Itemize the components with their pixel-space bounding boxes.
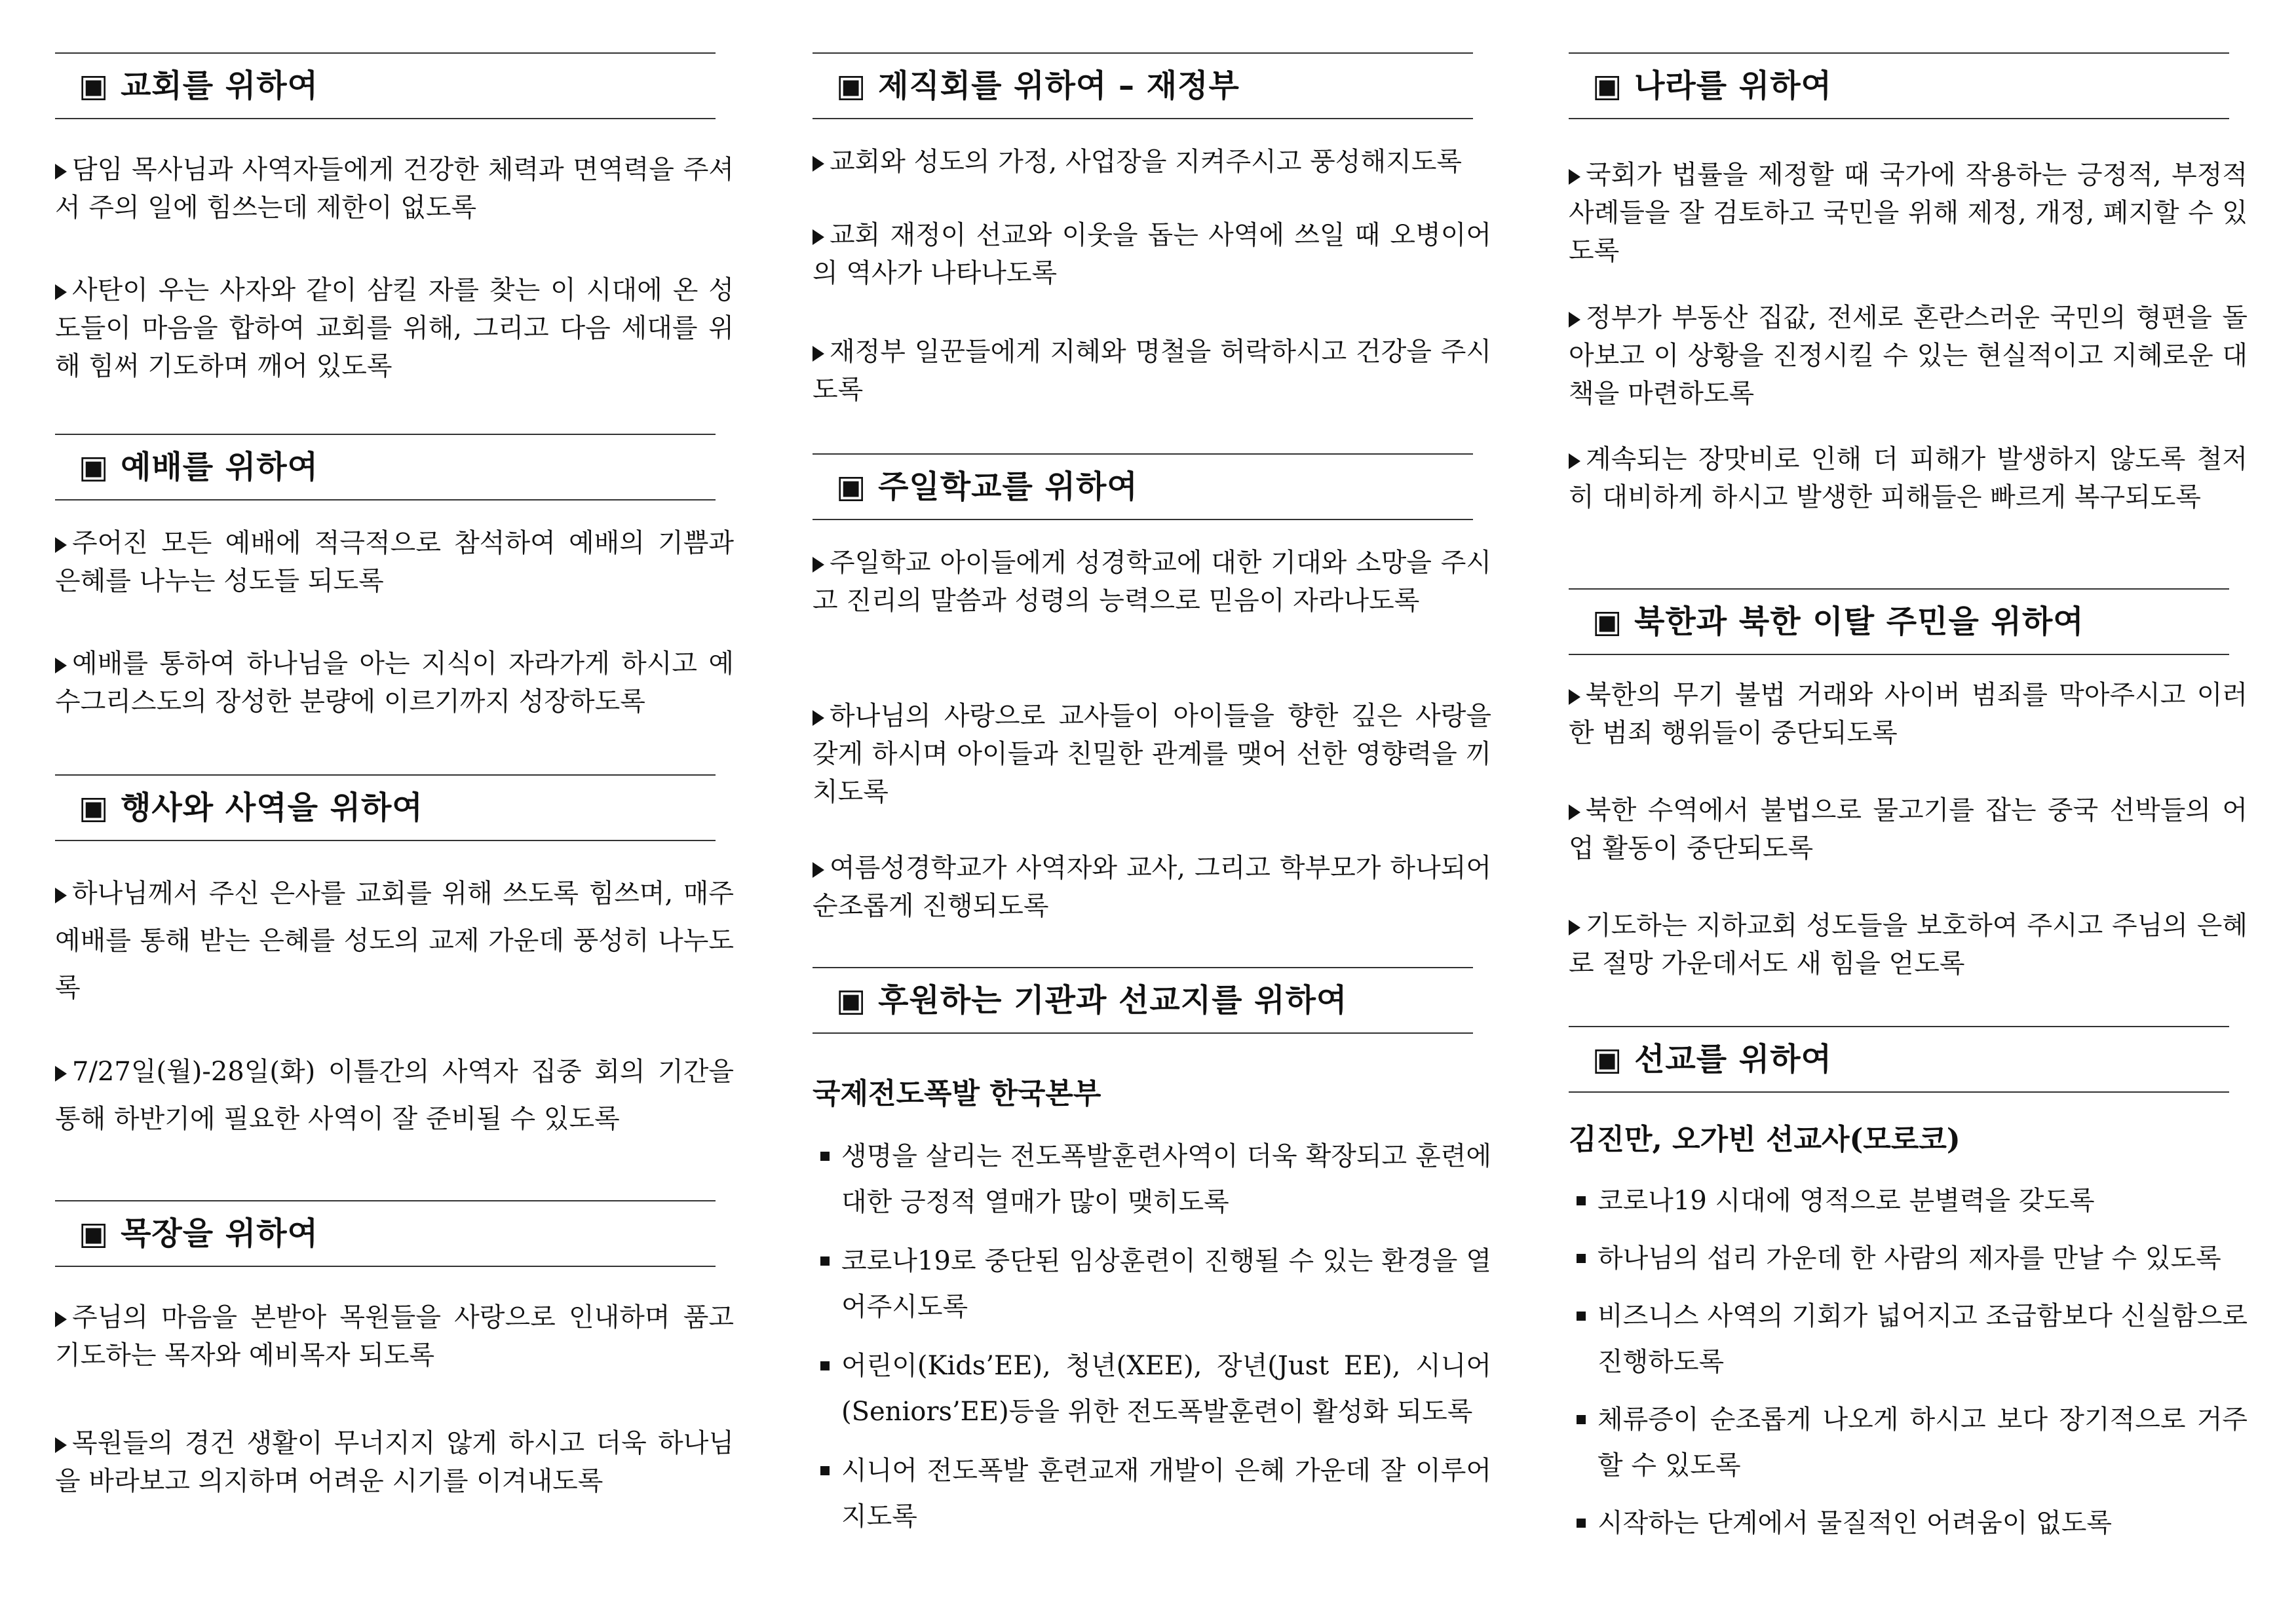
prayer-item: 정부가 부동산 집값, 전세로 혼란스러운 국민의 형편을 돌아보고 이 상황을 진정시킬 수 있는 현실적이고 지혜로운 대책을 마련하도록: [1569, 303, 2248, 409]
section-title: ▣ 교회를 위하여: [79, 67, 318, 104]
list-item: 생명을 살리는 전도폭발훈련사역이 더욱 확장되고 훈련에 대한 긍정적 열매가 많이 맺히도록: [813, 1133, 1491, 1225]
prayer-item: 재정부 일꾼들에게 지혜와 명철을 허락하시고 건강을 주시도록: [813, 337, 1491, 405]
triangle-bullet-icon: [1569, 312, 1580, 328]
prayer-item: 주님의 마음을 본받아 목원들을 사랑으로 인내하며 품고 기도하는 목자와 예비목자 되도록: [55, 1302, 734, 1370]
section-title: ▣ 행사와 사역을 위하여: [79, 789, 423, 826]
section-header-worship: [55, 434, 716, 500]
prayer-item: 사탄이 우는 사자와 같이 삼킬 자를 찾는 이 시대에 온 성도들이 마음을 합하여 교회를 위해, 그리고 다음 세대를 위해 힘써 기도하며 깨어 있도록: [55, 275, 734, 381]
square-bullet-icon: [1577, 1254, 1586, 1263]
section-header-events: [55, 774, 716, 841]
triangle-bullet-icon: [813, 557, 824, 573]
prayer-item: 하나님의 사랑으로 교사들이 아이들을 향한 깊은 사랑을 갖게 하시며 아이들과 친밀한 관계를 맺어 선한 영향력을 끼치도록: [813, 701, 1491, 807]
list-item: 코로나19 시대에 영적으로 분별력을 갖도록: [1569, 1178, 2248, 1224]
square-bullet-icon: [1577, 1312, 1586, 1321]
section-header-sunday-school: [813, 453, 1473, 520]
section-header-elders: [55, 1200, 716, 1267]
prayer-item: 북한의 무기 불법 거래와 사이버 범죄를 막아주시고 이러한 범죄 행위들이 중단되도록: [1569, 680, 2248, 748]
square-bullet-icon: [820, 1256, 830, 1266]
triangle-bullet-icon: [55, 164, 67, 179]
triangle-bullet-icon: [55, 537, 67, 553]
section-header-nation: [1569, 52, 2229, 119]
prayer-item: 예배를 통하여 하나님을 아는 지식이 자라가게 하시고 예수그리스도의 장성한 분량에 이르기까지 성장하도록: [55, 649, 734, 717]
section-header-finance: [813, 52, 1473, 119]
triangle-bullet-icon: [55, 888, 67, 903]
section-title: ▣ 예배를 위하여: [79, 449, 318, 485]
square-bullet-icon: [1577, 1196, 1586, 1205]
triangle-bullet-icon: [1569, 804, 1580, 820]
triangle-bullet-icon: [813, 862, 824, 878]
triangle-bullet-icon: [55, 1312, 67, 1327]
section-header-mission: [1569, 1026, 2229, 1093]
square-bullet-icon: [820, 1466, 830, 1475]
section-header-support: [813, 967, 1473, 1034]
list-item: 체류증이 순조롭게 나오게 하시고 보다 장기적으로 거주할 수 있도록: [1569, 1397, 2248, 1488]
triangle-bullet-icon: [813, 710, 824, 726]
prayer-item: 여름성경학교가 사역자와 교사, 그리고 학부모가 하나되어 순조롭게 진행되도록: [813, 853, 1491, 921]
list-item: 시니어 전도폭발 훈련교재 개발이 은혜 가운데 잘 이루어지도록: [813, 1448, 1491, 1539]
prayer-item: 주일학교 아이들에게 성경학교에 대한 기대와 소망을 주시고 진리의 말씀과 성령의 능력으로 믿음이 자라나도록: [813, 548, 1491, 616]
support-list: [813, 1133, 1491, 1553]
prayer-item: 국회가 법률을 제정할 때 국가에 작용하는 긍정적, 부정적 사례들을 잘 검토하고 국민을 위해 제정, 개정, 폐지할 수 있도록: [1569, 160, 2248, 266]
square-bullet-icon: [1577, 1415, 1586, 1424]
list-item: 코로나19로 중단된 임상훈련이 진행될 수 있는 환경을 열어주시도록: [813, 1238, 1491, 1330]
triangle-bullet-icon: [1569, 689, 1580, 705]
list-item: 어린이(Kids’EE), 청년(XEE), 장년(Just EE), 시니어(Seniors’EE)등을 위한 전도폭발훈련이 활성화 되도록: [813, 1343, 1491, 1435]
triangle-bullet-icon: [813, 156, 824, 172]
section-title: ▣ 목장을 위하여: [79, 1215, 318, 1252]
square-bullet-icon: [820, 1152, 830, 1161]
triangle-bullet-icon: [55, 284, 67, 300]
triangle-bullet-icon: [55, 1437, 67, 1453]
prayer-item: 기도하는 지하교회 성도들을 보호하여 주시고 주님의 은혜로 절망 가운데서도 새 힘을 얻도록: [1569, 911, 2248, 979]
prayer-item: 하나님께서 주신 은사를 교회를 위해 쓰도록 힘쓰며, 매주 예배를 통해 받는 은혜를 성도의 교제 가운데 풍성히 나누도록: [55, 878, 734, 1003]
organization-name: 국제전도폭발 한국본부: [813, 1077, 1101, 1110]
section-title: ▣ 주일학교를 위하여: [836, 468, 1138, 505]
triangle-bullet-icon: [55, 1066, 67, 1082]
prayer-item: 목원들의 경건 생활이 무너지지 않게 하시고 더욱 하나님을 바라보고 의지하며 어려운 시기를 이겨내도록: [55, 1428, 734, 1496]
missionary-name: 김진만, 오가빈 선교사(모로코): [1569, 1123, 1961, 1156]
list-item: 비즈니스 사역의 기회가 넓어지고 조급함보다 신실함으로 진행하도록: [1569, 1293, 2248, 1385]
prayer-item: 7/27일(월)-28일(화) 이틀간의 사역자 집중 회의 기간을 통해 하반기에 필요한 사역이 잘 준비될 수 있도록: [55, 1057, 734, 1134]
triangle-bullet-icon: [813, 346, 824, 362]
triangle-bullet-icon: [1569, 920, 1580, 935]
section-title: ▣ 선교를 위하여: [1592, 1041, 1832, 1078]
list-item: 시작하는 단계에서 물질적인 어려움이 없도록: [1569, 1500, 2248, 1546]
triangle-bullet-icon: [813, 229, 824, 245]
prayer-item: 계속되는 장맛비로 인해 더 피해가 발생하지 않도록 철저히 대비하게 하시고 발생한 피해들은 빠르게 복구되도록: [1569, 444, 2248, 512]
section-title: ▣ 제직회를 위하여 – 재정부: [836, 67, 1240, 104]
section-header-church: [55, 52, 716, 119]
triangle-bullet-icon: [55, 658, 67, 673]
section-title: ▣ 나라를 위하여: [1592, 67, 1832, 104]
section-title: ▣ 북한과 북한 이탈 주민을 위하여: [1592, 603, 2084, 640]
prayer-item: 담임 목사님과 사역자들에게 건강한 체력과 면역력을 주셔서 주의 일에 힘쓰는데 제한이 없도록: [55, 155, 734, 223]
mission-list: [1569, 1178, 2248, 1558]
prayer-item: 교회와 성도의 가정, 사업장을 지켜주시고 풍성해지도록: [813, 143, 1491, 181]
prayer-item: 교회 재정이 선교와 이웃을 돕는 사역에 쓰일 때 오병이어의 역사가 나타나도록: [813, 220, 1491, 288]
prayer-item: 북한 수역에서 불법으로 물고기를 잡는 중국 선박들의 어업 활동이 중단되도록: [1569, 795, 2248, 863]
triangle-bullet-icon: [1569, 453, 1580, 469]
prayer-item: 주어진 모든 예배에 적극적으로 참석하여 예배의 기쁨과 은혜를 나누는 성도들 되도록: [55, 528, 734, 596]
square-bullet-icon: [820, 1361, 830, 1370]
square-bullet-icon: [1577, 1519, 1586, 1528]
section-title: ▣ 후원하는 기관과 선교지를 위하여: [836, 982, 1348, 1019]
section-header-north-korea: [1569, 588, 2229, 655]
triangle-bullet-icon: [1569, 169, 1580, 185]
list-item: 하나님의 섭리 가운데 한 사람의 제자를 만날 수 있도록: [1569, 1236, 2248, 1281]
